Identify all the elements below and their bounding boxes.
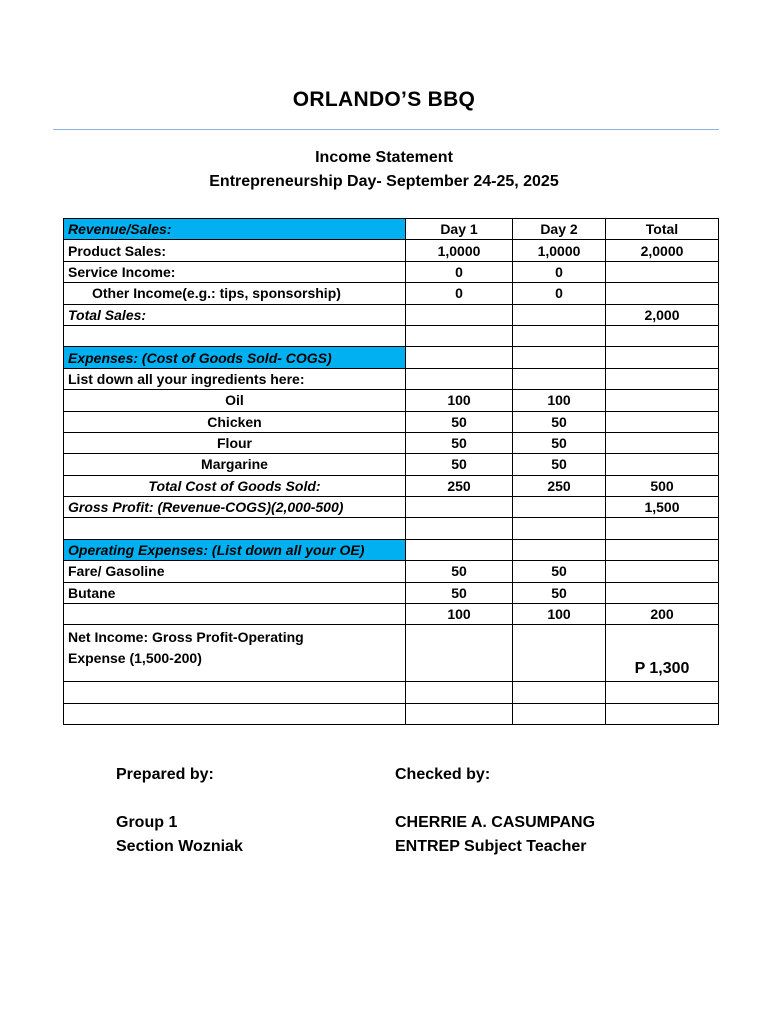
- blank-row: [64, 682, 719, 703]
- net-income-row: [64, 625, 719, 682]
- empty-cell: [406, 539, 513, 560]
- checked-by-role: ENTREP Subject Teacher: [395, 838, 587, 855]
- total-cogs-label: Total Cost of Goods Sold:: [64, 475, 406, 496]
- service-income-day1: 0: [406, 261, 513, 282]
- ingredient-day2: 50: [513, 454, 606, 475]
- product-sales-label: Product Sales:: [64, 240, 406, 261]
- product-sales-total: 2,0000: [606, 240, 719, 261]
- empty-cell: [606, 390, 719, 411]
- empty-cell: [513, 325, 606, 346]
- empty-cell: [64, 682, 406, 703]
- blank-row: [64, 518, 719, 539]
- prepared-by-name: Group 1: [116, 814, 178, 831]
- ingredient-day1: 50: [406, 432, 513, 453]
- empty-cell: [513, 682, 606, 703]
- total-sales-label: Total Sales:: [64, 304, 406, 325]
- event-subtitle: Entrepreneurship Day- September 24-25, 2025: [209, 173, 559, 190]
- table-row: [64, 283, 719, 304]
- empty-cell: [64, 325, 406, 346]
- net-income-total: P 1,300: [606, 625, 719, 682]
- opex-name: Fare/ Gasoline: [64, 561, 406, 582]
- gross-profit-label: Gross Profit: (Revenue-COGS)(2,000-500): [64, 497, 406, 518]
- ingredient-name: Chicken: [64, 411, 406, 432]
- table-row: [64, 261, 719, 282]
- service-income-day2: 0: [513, 261, 606, 282]
- empty-cell: [513, 625, 606, 682]
- empty-cell: [606, 411, 719, 432]
- empty-cell: [513, 304, 606, 325]
- empty-cell: [513, 518, 606, 539]
- empty-cell: [64, 703, 406, 724]
- opex-total-day2: 100: [513, 604, 606, 625]
- empty-cell: [606, 432, 719, 453]
- blank-row: [64, 325, 719, 346]
- empty-cell: [406, 497, 513, 518]
- empty-cell: [406, 682, 513, 703]
- ingredient-name: Flour: [64, 432, 406, 453]
- empty-cell: [606, 561, 719, 582]
- document-title: ORLANDO’S BBQ: [292, 88, 476, 111]
- title-divider: [53, 129, 719, 130]
- empty-cell: [606, 682, 719, 703]
- empty-cell: [606, 325, 719, 346]
- other-income-label: Other Income(e.g.: tips, sponsorship): [64, 283, 406, 304]
- empty-cell: [406, 368, 513, 389]
- table-row: [64, 497, 719, 518]
- opex-header: Operating Expenses: (List down all your OE): [64, 539, 406, 560]
- ingredient-day2: 50: [513, 411, 606, 432]
- opex-day2: 50: [513, 561, 606, 582]
- ingredient-day2: 50: [513, 432, 606, 453]
- empty-cell: [606, 283, 719, 304]
- empty-cell: [513, 347, 606, 368]
- empty-cell: [606, 582, 719, 603]
- opex-row: [64, 582, 719, 603]
- ingredient-row: [64, 411, 719, 432]
- service-income-label: Service Income:: [64, 261, 406, 282]
- other-income-day1: 0: [406, 283, 513, 304]
- empty-cell: [513, 368, 606, 389]
- table-row: [64, 347, 719, 368]
- empty-cell: [606, 518, 719, 539]
- total-cogs-total: 500: [606, 475, 719, 496]
- empty-cell: [406, 518, 513, 539]
- table-row: [64, 539, 719, 560]
- income-statement-table: [63, 218, 719, 725]
- empty-cell: [606, 539, 719, 560]
- checked-by-name: CHERRIE A. CASUMPANG: [395, 814, 596, 831]
- ingredient-day1: 50: [406, 411, 513, 432]
- revenue-header: Revenue/Sales:: [64, 219, 406, 240]
- product-sales-day2: 1,0000: [513, 240, 606, 261]
- empty-cell: [606, 703, 719, 724]
- empty-cell: [606, 261, 719, 282]
- statement-subtitle: Income Statement: [315, 149, 453, 166]
- opex-row: [64, 561, 719, 582]
- product-sales-day1: 1,0000: [406, 240, 513, 261]
- table-row: [64, 368, 719, 389]
- ingredient-day1: 50: [406, 454, 513, 475]
- table-header-row: [64, 219, 719, 240]
- empty-cell: [64, 518, 406, 539]
- ingredient-row: [64, 390, 719, 411]
- empty-cell: [406, 703, 513, 724]
- ingredient-name: Oil: [64, 390, 406, 411]
- empty-cell: [606, 454, 719, 475]
- prepared-by-label: Prepared by:: [116, 766, 214, 783]
- empty-cell: [406, 325, 513, 346]
- opex-total-day1: 100: [406, 604, 513, 625]
- checked-by-label: Checked by:: [395, 766, 491, 783]
- empty-cell: [606, 347, 719, 368]
- opex-day2: 50: [513, 582, 606, 603]
- ingredient-row: [64, 454, 719, 475]
- empty-cell: [606, 368, 719, 389]
- total-cogs-day2: 250: [513, 475, 606, 496]
- empty-cell: [64, 604, 406, 625]
- net-income-label: Net Income: Gross Profit-Operating Expense (1,500-200): [64, 625, 406, 682]
- table-row: [64, 304, 719, 325]
- other-income-day2: 0: [513, 283, 606, 304]
- ingredient-day2: 100: [513, 390, 606, 411]
- opex-name: Butane: [64, 582, 406, 603]
- col-day1-header: Day 1: [406, 219, 513, 240]
- empty-cell: [406, 304, 513, 325]
- empty-cell: [406, 347, 513, 368]
- opex-total-total: 200: [606, 604, 719, 625]
- empty-cell: [513, 539, 606, 560]
- empty-cell: [513, 703, 606, 724]
- expenses-header: Expenses: (Cost of Goods Sold- COGS): [64, 347, 406, 368]
- ingredient-name: Margarine: [64, 454, 406, 475]
- table-row: [64, 604, 719, 625]
- total-sales-total: 2,000: [606, 304, 719, 325]
- ingredient-row: [64, 432, 719, 453]
- ingredient-day1: 100: [406, 390, 513, 411]
- opex-day1: 50: [406, 582, 513, 603]
- empty-cell: [513, 497, 606, 518]
- table-row: [64, 475, 719, 496]
- ingredients-note: List down all your ingredients here:: [64, 368, 406, 389]
- total-cogs-day1: 250: [406, 475, 513, 496]
- gross-profit-total: 1,500: [606, 497, 719, 518]
- empty-cell: [406, 625, 513, 682]
- col-total-header: Total: [606, 219, 719, 240]
- blank-row: [64, 703, 719, 724]
- prepared-by-section: Section Wozniak: [116, 838, 243, 855]
- opex-day1: 50: [406, 561, 513, 582]
- col-day2-header: Day 2: [513, 219, 606, 240]
- table-row: [64, 240, 719, 261]
